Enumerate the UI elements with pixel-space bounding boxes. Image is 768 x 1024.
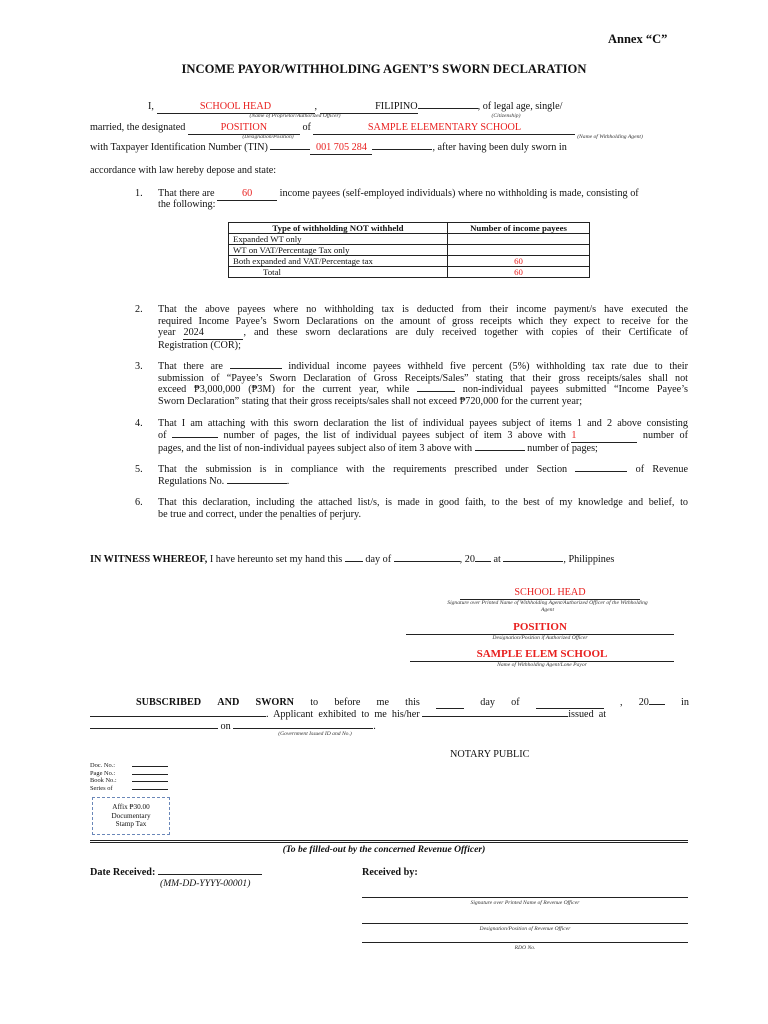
revenue-officer-note: (To be filled-out by the concerned Revenue Officer) bbox=[282, 844, 486, 855]
revenue-officer-signature-caption: Signature over Printed Name of Revenue Officer bbox=[470, 900, 580, 906]
regulations-no-field[interactable] bbox=[227, 483, 287, 484]
table-header-row bbox=[229, 223, 590, 234]
table-row bbox=[229, 234, 590, 245]
intro-line-3: with Taxpayer Identification Number (TIN) 001 705 284 , after having been duly sworn in bbox=[90, 142, 567, 153]
intro-line-1: I, SCHOOL HEAD , FILIPINO , of legal age, single/ bbox=[148, 101, 563, 112]
notary-public: NOTARY PUBLIC bbox=[450, 749, 530, 760]
table-cell-value[interactable] bbox=[448, 234, 590, 245]
subscribed-year-field[interactable] bbox=[649, 704, 665, 705]
date-received-line: Date Received: bbox=[90, 867, 262, 879]
issued-date-field[interactable] bbox=[233, 728, 373, 729]
id-caption: (Government Issued ID and No.) bbox=[278, 731, 352, 737]
officer-name-field[interactable]: SCHOOL HEAD bbox=[157, 101, 315, 114]
revenue-officer-signature-line[interactable] bbox=[362, 897, 688, 898]
item-4-number: 4. bbox=[135, 418, 143, 429]
pages-items-1-2-field[interactable] bbox=[172, 437, 218, 438]
table-row bbox=[229, 267, 590, 278]
withheld-payees-field[interactable] bbox=[230, 368, 282, 369]
intro-line-2: married, the designated POSITION of SAMPLE ELEMENTARY SCHOOL bbox=[90, 122, 575, 135]
item-1-line-1: That there are 60 income payees (self-employed individuals) where no withholding is made, consisting of bbox=[158, 188, 639, 199]
table-cell-value[interactable]: 60 bbox=[448, 256, 590, 267]
year-field[interactable]: 2024 bbox=[183, 327, 243, 340]
item-3-text: That there are individual income payees withheld five percent (5%) withholding tax rate due to their submission of “Payee’s Sworn Declaration of Gross Receipts/Sales” stating that their gross receipts/sales shall not exceed ₱3,000,000 (₱3M) for the current year, while non-individual payees submitted “Income Payee’s Sworn Declaration” stating that their gross receipts/sales shall not exceed ₱720,000 for the current year; bbox=[158, 361, 689, 407]
table-cell-label: Total bbox=[229, 267, 448, 278]
table-row bbox=[229, 245, 590, 256]
subscribed-place-field[interactable] bbox=[90, 716, 266, 717]
item-2-number: 2. bbox=[135, 304, 143, 315]
intro-line-4: accordance with law hereby depose and state: bbox=[90, 165, 277, 176]
non-individual-payees-field[interactable] bbox=[417, 391, 455, 392]
item-2-text: That the above payees where no withholding tax is deducted from their income payment/s have executed the required Income Payee’s Sworn Declarations on the amount of gross receipts which they expect to receive for the year 2024 , and these sworn declarations are duly received together with copies of their Certificate of Registration (COR); bbox=[158, 304, 689, 351]
revenue-officer-designation-caption: Designation/Position of Revenue Officer bbox=[479, 926, 571, 932]
table-header: Number of income payees bbox=[448, 223, 590, 234]
signatory-position-caption: Designation/Position if Authorized Officer bbox=[492, 635, 588, 641]
item-1-number: 1. bbox=[135, 188, 143, 199]
revenue-officer-designation-line[interactable] bbox=[362, 923, 688, 924]
rdo-no-line[interactable] bbox=[362, 942, 688, 943]
signatory-position[interactable]: POSITION bbox=[406, 622, 674, 635]
government-id-field[interactable] bbox=[422, 716, 568, 717]
signatory-school[interactable]: SAMPLE ELEM SCHOOL bbox=[410, 649, 674, 662]
withholding-table bbox=[228, 222, 590, 278]
item-6-number: 6. bbox=[135, 497, 143, 508]
table-cell-value[interactable] bbox=[448, 245, 590, 256]
rdo-no-caption: RDO No. bbox=[514, 945, 536, 951]
page-no-field[interactable] bbox=[132, 774, 168, 775]
witness-month-field[interactable] bbox=[394, 561, 460, 562]
table-cell-label: Expanded WT only bbox=[229, 234, 448, 245]
series-field[interactable] bbox=[132, 789, 168, 790]
item-3-number: 3. bbox=[135, 361, 143, 372]
doc-block: Doc. No.: Page No.: Book No.: Series of bbox=[90, 762, 168, 792]
issued-place-field[interactable] bbox=[90, 728, 218, 729]
designation-field[interactable]: POSITION bbox=[188, 122, 300, 135]
tin-field[interactable]: 001 705 284 bbox=[310, 142, 372, 155]
subscribed-line-3: on . bbox=[90, 721, 376, 733]
book-no-field[interactable] bbox=[132, 781, 168, 782]
pages-item-3-field[interactable]: 1 bbox=[571, 430, 637, 443]
table-row bbox=[229, 256, 590, 267]
witness-line: IN WITNESS WHEREOF, I have hereunto set my hand this day of , 20 at , Philippines bbox=[90, 554, 615, 565]
pages-non-individual-field[interactable] bbox=[475, 450, 525, 451]
item-6-text: That this declaration, including the attached list/s, is made in good faith, to the best of my knowledge and belief, to be true and correct, under the penalties of perjury. bbox=[158, 497, 688, 520]
witness-year-field[interactable] bbox=[475, 561, 491, 562]
subscribed-month-field[interactable] bbox=[536, 697, 604, 709]
table-cell-value[interactable]: 60 bbox=[448, 267, 590, 278]
citizenship-field[interactable]: FILIPINO bbox=[320, 101, 418, 114]
withholding-agent-field[interactable]: SAMPLE ELEMENTARY SCHOOL bbox=[313, 122, 575, 135]
table-cell-label: WT on VAT/Percentage Tax only bbox=[229, 245, 448, 256]
item-4-text: That I am attaching with this sworn declaration the list of individual payees subject of items 1 and 2 above consisting of number of pages, the list of individual payees subject of item 3 above with 1 number of pages, and the list of non-individual payees subject also of item 3 above with number of pages; bbox=[158, 418, 689, 454]
section-field[interactable] bbox=[575, 471, 627, 472]
signatory-name-caption-2: Agent bbox=[540, 607, 555, 613]
witness-day-field[interactable] bbox=[345, 561, 363, 562]
subscribed-line-2: . Applicant exhibited to me his/her issued at bbox=[90, 709, 606, 721]
date-format: (MM-DD-YYYY-00001) bbox=[160, 878, 251, 889]
divider-line bbox=[90, 842, 688, 843]
designation-caption: (Designation/Position) bbox=[242, 134, 294, 140]
citizenship-caption: (Citizenship) bbox=[491, 113, 521, 119]
witness-place-field[interactable] bbox=[503, 561, 563, 562]
documentary-stamp-box: Affix ₱30.00 Documentary Stamp Tax bbox=[92, 797, 170, 835]
subscribed-day-field[interactable] bbox=[436, 697, 464, 709]
agent-caption: (Name of Withholding Agent) bbox=[577, 134, 643, 140]
table-cell-label: Both expanded and VAT/Percentage tax bbox=[229, 256, 448, 267]
payee-count-field[interactable]: 60 bbox=[217, 188, 277, 201]
date-received-field[interactable] bbox=[158, 874, 262, 875]
signatory-name[interactable]: SCHOOL HEAD bbox=[460, 587, 640, 600]
annex-label: Annex “C” bbox=[608, 32, 668, 46]
subscribed-line-1: SUBSCRIBED AND SWORN to before me this day of , 20 in bbox=[136, 697, 689, 708]
received-by-label: Received by: bbox=[362, 867, 418, 878]
signatory-name-caption: Signature over Printed Name of Withholding Agent/Authorized Officer of the Withholding bbox=[447, 600, 648, 606]
document-title: INCOME PAYOR/WITHHOLDING AGENT’S SWORN DECLARATION bbox=[181, 62, 587, 76]
signatory-school-caption: Name of Withholding Agent/Lone Payor bbox=[497, 662, 587, 668]
table-header: Type of withholding NOT withheld bbox=[229, 223, 448, 234]
item-1-line-2: the following: bbox=[158, 199, 216, 210]
item-5-number: 5. bbox=[135, 464, 143, 475]
officer-caption: (Name of Proprietor/Authorized Officer) bbox=[249, 113, 341, 119]
doc-no-field[interactable] bbox=[132, 766, 168, 767]
item-5-text: That the submission is in compliance with the requirements prescribed under Section of Revenue Regulations No. . bbox=[158, 464, 689, 487]
divider-line bbox=[90, 840, 688, 841]
